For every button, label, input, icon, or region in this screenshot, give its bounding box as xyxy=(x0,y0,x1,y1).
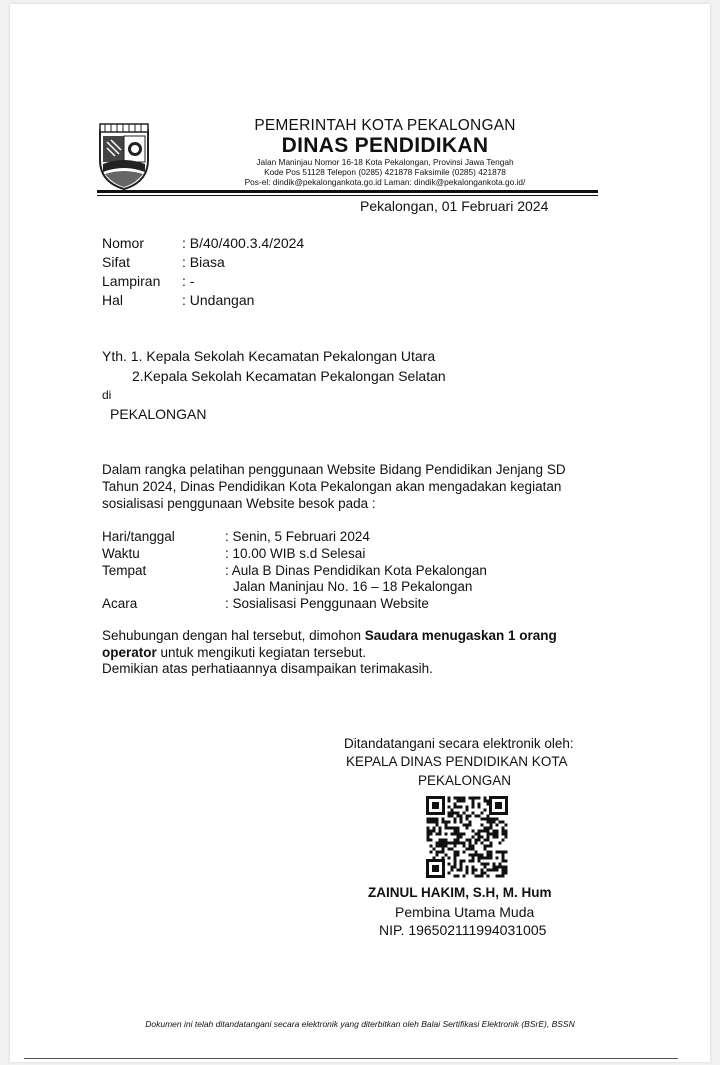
event-label-date: Hari/tanggal xyxy=(102,529,175,544)
closing-text: Sehubungan dengan hal tersebut, dimohon xyxy=(102,628,365,643)
recipient-line-1: Yth. 1. Kepala Sekolah Kecamatan Pekalongan Utara xyxy=(102,348,436,364)
event-label-time: Waktu xyxy=(102,546,140,561)
closing-text-2: untuk mengikuti kegiatan tersebut. xyxy=(156,645,367,660)
pekalongan-city-emblem-icon xyxy=(97,122,151,190)
closing-line-3: Demikian atas perhatiaannya disampaikan terimakasih. xyxy=(102,661,433,676)
event-value-place: : Aula B Dinas Pendidikan Kota Pekalongan xyxy=(225,563,487,578)
letterhead-email: Pos-el: dindik@pekalongankota.go.id Laman: dindik@pekalongankota.go.id/ xyxy=(244,177,526,187)
letterhead-divider xyxy=(97,190,598,193)
bottom-divider xyxy=(24,1058,678,1059)
meta-value-sifat: : Biasa xyxy=(182,254,225,270)
event-value-date: : Senin, 5 Februari 2024 xyxy=(225,529,370,544)
letterhead-government: PEMERINTAH KOTA PEKALONGAN xyxy=(254,117,516,134)
intro-line-1: Dalam rangka pelatihan penggunaan Website Bidang Pendidikan Jenjang SD xyxy=(102,462,566,477)
meta-label-sifat: Sifat xyxy=(102,254,131,270)
event-value-agenda: : Sosialisasi Penggunaan Website xyxy=(225,596,429,611)
closing-line-1 xyxy=(102,628,557,643)
meta-label-nomor: Nomor xyxy=(102,235,145,251)
letterhead-divider-thin xyxy=(97,195,598,196)
footer-bsre-note: Dokumen ini telah ditandatangani secara elektronik yang diterbitkan oleh Balai Sertifikasi Elektronik (BSrE), BSSN xyxy=(145,1019,575,1029)
signature-rank: Pembina Utama Muda xyxy=(395,904,535,920)
meta-value-nomor: : B/40/400.3.4/2024 xyxy=(182,235,305,251)
closing-emphasis: Saudara menugaskan 1 orang xyxy=(364,628,557,643)
recipient-city: PEKALONGAN xyxy=(110,406,207,422)
qr-code-icon xyxy=(426,796,508,878)
meta-value-lampiran: : - xyxy=(182,273,195,289)
event-label-place: Tempat xyxy=(102,563,147,578)
meta-label-lampiran: Lampiran xyxy=(102,273,161,289)
closing-line-2 xyxy=(102,645,366,660)
meta-value-hal: : Undangan xyxy=(182,292,255,308)
signature-position-1: KEPALA DINAS PENDIDIKAN KOTA xyxy=(346,754,568,769)
closing-emphasis-operator: operator xyxy=(102,645,157,660)
letterhead-agency: DINAS PENDIDIKAN xyxy=(281,134,489,157)
recipient-line-2: 2.Kepala Sekolah Kecamatan Pekalongan Selatan xyxy=(132,368,446,384)
signature-nip: NIP. 196502111994031005 xyxy=(379,922,547,938)
signature-name: ZAINUL HAKIM, S.H, M. Hum xyxy=(368,885,552,900)
signature-position-2: PEKALONGAN xyxy=(418,773,512,788)
event-label-agenda: Acara xyxy=(102,596,138,611)
meta-label-hal: Hal xyxy=(102,292,124,308)
event-value-time: : 10.00 WIB s.d Selesai xyxy=(225,546,366,561)
intro-line-3: sosialisasi penggunaan Website besok pada : xyxy=(102,496,376,511)
intro-line-2: Tahun 2024, Dinas Pendidikan Kota Pekalongan akan mengadakan kegiatan xyxy=(102,479,562,494)
event-value-address: Jalan Maninjau No. 16 – 18 Pekalongan xyxy=(233,579,473,594)
letterhead-address: Jalan Maninjau Nomor 16-18 Kota Pekalongan, Provinsi Jawa Tengah xyxy=(256,157,514,167)
signature-signed-by: Ditandatangani secara elektronik oleh: xyxy=(344,736,574,751)
letterhead-contact: Kode Pos 51128 Telepon (0285) 421878 Faksimile (0285) 421878 xyxy=(264,167,506,177)
recipient-di: di xyxy=(102,388,112,402)
letter-date: Pekalongan, 01 Februari 2024 xyxy=(360,198,549,214)
